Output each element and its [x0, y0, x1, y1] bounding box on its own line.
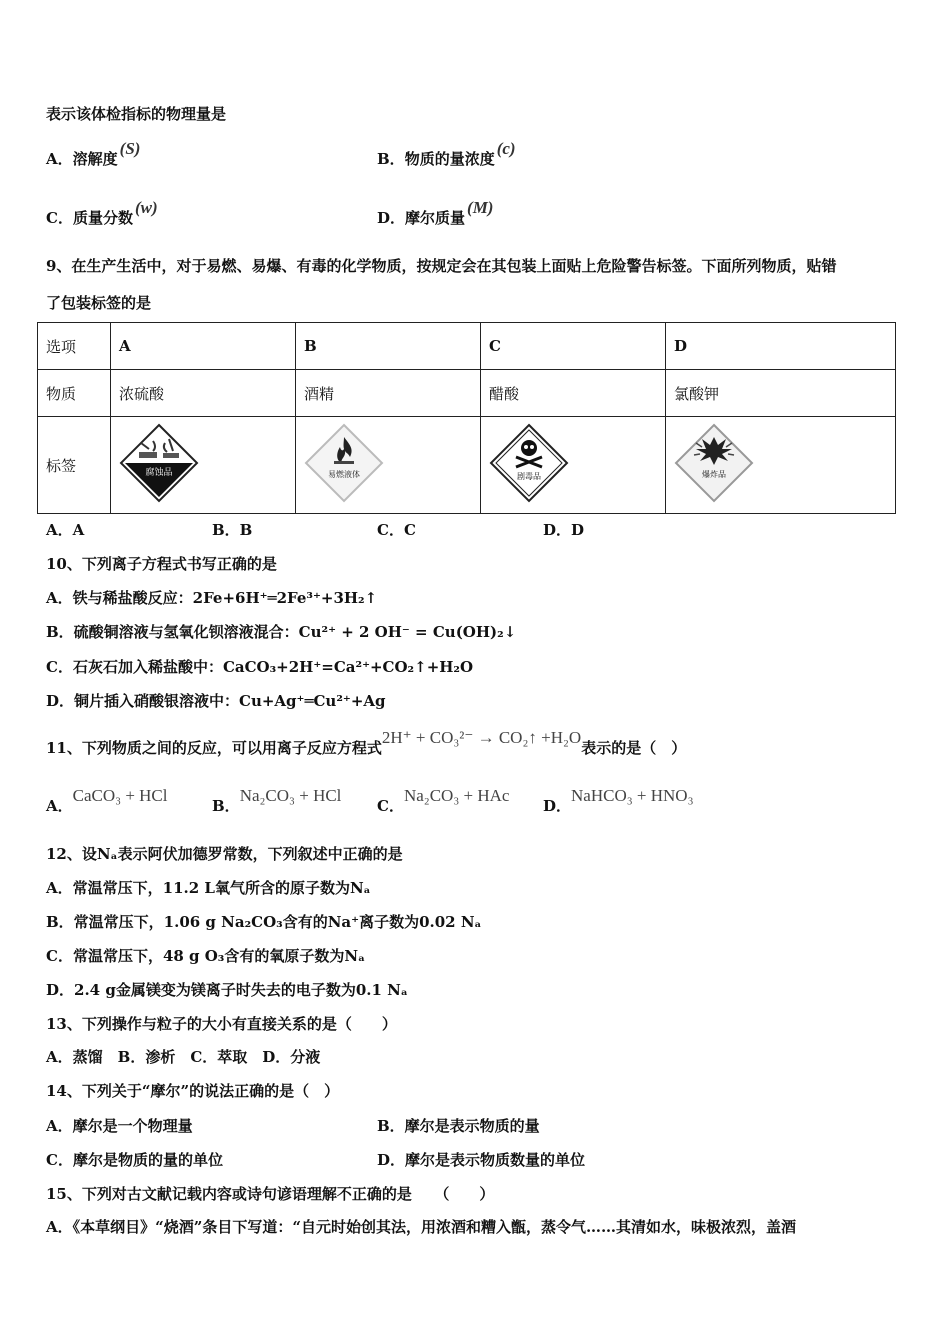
table-cell-label-b	[296, 417, 481, 514]
sign-text-corrosive: 腐蚀品	[145, 468, 173, 478]
q10-option-d[interactable]: D．铜片插入硝酸银溶液中：Cu+Ag⁺═Cu²⁺+Ag	[46, 692, 386, 710]
table-head-substance: 物质	[38, 370, 111, 417]
q13-stem: 13、下列操作与粒子的大小有直接关系的是（ ）	[46, 1015, 397, 1033]
flammable-liquid-icon	[304, 423, 384, 503]
q14-option-a[interactable]: A．摩尔是一个物理量	[46, 1117, 193, 1135]
q11-equation: 2H⁺ + CO₃²⁻ → CO₂↑ +H₂O	[381, 728, 582, 747]
q12-option-b[interactable]: B．常温常压下，1.06 g Na₂CO₃含有的Na⁺离子数为0.02 Nₐ	[46, 913, 482, 931]
table-cell-substance-a: 浓硫酸	[111, 370, 296, 417]
q9-stem-line1: 9、在生产生活中，对于易燃、易爆、有毒的化学物质，按规定会在其包装上面贴上危险警告标签。下面所列物质，贴错	[46, 257, 837, 275]
q9-answer-a[interactable]: A．A	[46, 521, 85, 539]
table-cell-option-d: D	[666, 323, 896, 370]
q11-option-b[interactable]: B．Na₂CO₃ + HCl	[212, 786, 342, 815]
table-cell-option-c: C	[481, 323, 666, 370]
q10-option-b[interactable]: B．硫酸铜溶液与氢氧化钡溶液混合：Cu²⁺ + 2 OH⁻ = Cu(OH)₂↓	[46, 623, 517, 641]
table-cell-option-a: A	[111, 323, 296, 370]
q8-stem: 表示该体检指标的物理量是	[46, 105, 227, 123]
q9-answer-b[interactable]: B．B	[212, 521, 253, 539]
table-cell-option-b: B	[296, 323, 481, 370]
table-cell-label-c	[481, 417, 666, 514]
q8-option-a[interactable]: A．溶解度(S)	[46, 139, 141, 168]
q11-option-c[interactable]: C．Na₂CO₃ + HAc	[377, 786, 510, 815]
q8-option-d[interactable]: D．摩尔质量(M)	[377, 198, 494, 227]
sign-text-explosive: 爆炸品	[702, 470, 726, 479]
corrosive-hazard-icon	[119, 423, 199, 503]
q12-option-a[interactable]: A．常温常压下，11.2 L氧气所含的原子数为Nₐ	[46, 879, 371, 897]
q8-option-c[interactable]: C．质量分数(w)	[46, 198, 158, 227]
q10-stem: 10、下列离子方程式书写正确的是	[46, 555, 277, 573]
table-cell-label-a	[111, 417, 296, 514]
q12-stem: 12、设Nₐ表示阿伏加德罗常数，下列叙述中正确的是	[46, 845, 403, 863]
sign-text-toxic: 剧毒品	[517, 472, 541, 481]
sign-text-flammable: 易燃液体	[328, 470, 360, 479]
q14-stem: 14、下列关于“摩尔”的说法正确的是（ ）	[46, 1082, 340, 1100]
explosive-hazard-icon	[674, 423, 754, 503]
q10-option-a[interactable]: A．铁与稀盐酸反应：2Fe+6H⁺═2Fe³⁺+3H₂↑	[46, 589, 378, 607]
q11-option-a[interactable]: A．CaCO₃ + HCl	[46, 786, 168, 815]
q10-option-c[interactable]: C．石灰石加入稀盐酸中：CaCO₃+2H⁺=Ca²⁺+CO₂↑+H₂O	[46, 658, 474, 676]
table-cell-substance-d: 氯酸钾	[666, 370, 896, 417]
table-cell-substance-b: 酒精	[296, 370, 481, 417]
q9-answer-c[interactable]: C．C	[377, 521, 416, 539]
table-cell-substance-c: 醋酸	[481, 370, 666, 417]
q12-option-d[interactable]: D．2.4 g金属镁变为镁离子时失去的电子数为0.1 Nₐ	[46, 981, 408, 999]
q9-answer-d[interactable]: D．D	[543, 521, 585, 539]
q9-stem-line2: 了包装标签的是	[46, 294, 152, 312]
q8-option-b[interactable]: B．物质的量浓度(c)	[377, 139, 516, 168]
toxic-hazard-icon	[489, 423, 569, 503]
q15-stem: 15、下列对古文献记载内容或诗句谚语理解不正确的是 （ ）	[46, 1185, 495, 1203]
table-cell-label-d	[666, 417, 896, 514]
q15-option-a[interactable]: A．《本草纲目》“烧酒”条目下写道：“自元时始创其法，用浓酒和糟入甑，蒸令气……其清如水，味极浓烈，盖酒	[46, 1218, 797, 1236]
hazard-label-table	[37, 322, 896, 514]
q13-options[interactable]: A．蒸馏 B．渗析 C．萃取 D．分液	[46, 1048, 321, 1066]
q14-option-d[interactable]: D．摩尔是表示物质数量的单位	[377, 1151, 586, 1169]
table-head-option: 选项	[38, 323, 111, 370]
q14-option-c[interactable]: C．摩尔是物质的量的单位	[46, 1151, 223, 1169]
q11-stem: 11、下列物质之间的反应，可以用离子反应方程式2H⁺ + CO₃²⁻ → CO₂↑ +H₂O表示的是（ ）	[46, 728, 687, 757]
q14-option-b[interactable]: B．摩尔是表示物质的量	[377, 1117, 540, 1135]
table-head-label: 标签	[38, 417, 111, 514]
q11-option-d[interactable]: D．NaHCO₃ + HNO₃	[543, 786, 694, 815]
q12-option-c[interactable]: C．常温常压下，48 g O₃含有的氧原子数为Nₐ	[46, 947, 366, 965]
